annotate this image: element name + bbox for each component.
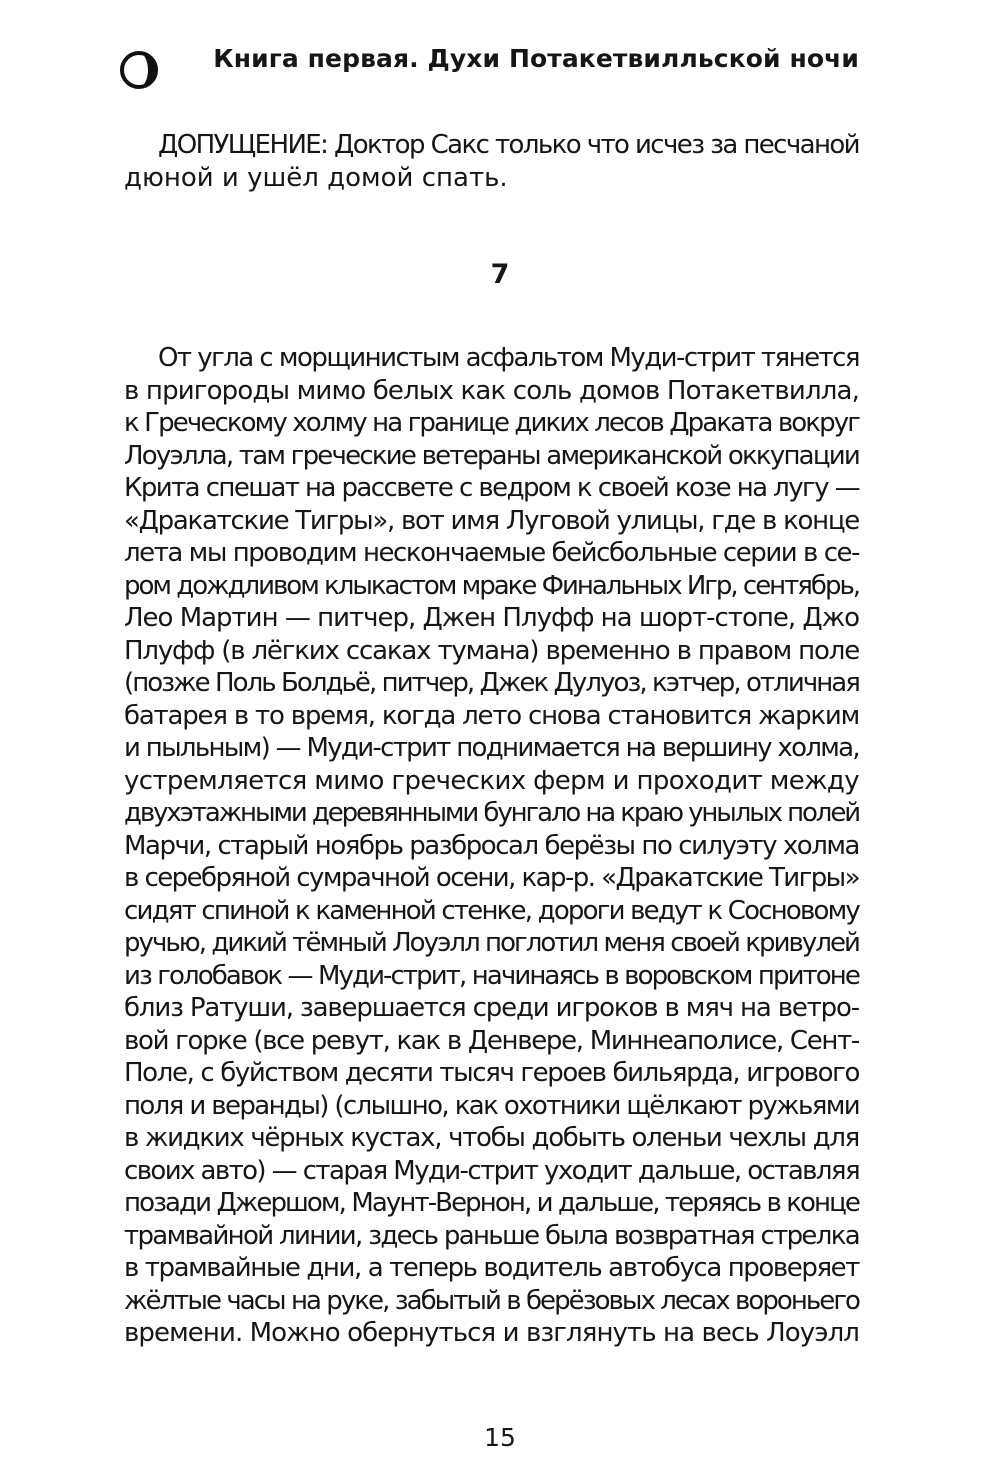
text-line: (позже Поль Болдьё, питчер, Джек Дулуоз, кэтчер, отличная <box>124 668 859 698</box>
text-line: в жидких чёрных кустах, чтобы добыть оленьи чехлы для <box>124 1123 859 1153</box>
running-head-title: Книга первая. Духи Потакетвилльской ночи <box>213 44 859 73</box>
text-line: Поле, с буйством десяти тысяч героев бильярда, игрового <box>124 1058 860 1088</box>
text-line: позади Джершом, Маунт-Вернон, и дальше, теряясь в конце <box>124 1188 859 1218</box>
text-line: батарея в то время, когда лето снова становится жарким <box>124 700 860 731</box>
text-line: близ Ратуши, завершается среди игроков в мяч на ветро- <box>124 993 859 1023</box>
text-line: поля и веранды) (слышно, как охотники щёлкают ружьями <box>124 1090 859 1121</box>
text-line: Лео Мартин — питчер, Джен Плуфф на шорт-стопе, Джо <box>124 603 860 633</box>
chapter-body-paragraph <box>124 342 859 1350</box>
text-line: в трамвайные дни, а теперь водитель автобуса проверяет <box>124 1253 859 1283</box>
text-line: времени. Можно обернуться и взглянуть на весь Лоуэлл <box>124 1318 860 1348</box>
text-line: вой горке (все ревут, как в Денвере, Миннеаполисе, Сент- <box>124 1025 860 1056</box>
text-line: в серебряной сумрачной осени, кар-р. «Дракатские Тигры» <box>124 863 859 893</box>
text-line: из голобавок — Муди-стрит, начинаясь в воровском притоне <box>124 960 859 991</box>
text-line: «Дракатские Тигры», вот имя Луговой улицы, где в конце <box>124 505 860 536</box>
text-line: ручью, дикий тёмный Лоуэлл поглотил меня своей кривулей <box>124 928 859 958</box>
text-line: Лоуэлла, там греческие ветераны американской оккупации <box>124 440 860 471</box>
text-line: двухэтажными деревянными бунгало на краю унылых полей <box>124 798 860 828</box>
text-line: Марчи, старый ноябрь разбросал берёзы по силуэту холма <box>124 830 859 861</box>
text-line: устремляется мимо греческих ферм и проходит между <box>124 765 859 796</box>
text-line: Крита спешат на рассвете с ведром к своей козе на лугу — <box>124 473 859 503</box>
text-line: ром дождливом клыкастом мраке Финальных Игр, сентябрь, <box>124 570 860 601</box>
text-line: От угла с морщинистым асфальтом Муди-стрит тянется <box>158 343 860 373</box>
text-line: к Греческому холму на границе диких лесов Драката вокруг <box>124 408 859 438</box>
text-line: трамвайной линии, здесь раньше была возвратная стрелка <box>124 1220 859 1251</box>
crescent-moon-icon <box>119 50 159 90</box>
chapter-number: 7 <box>490 259 510 290</box>
text-line: и пыльным) — Муди-стрит поднимается на вершину холма, <box>124 733 860 763</box>
text-line: Плуфф (в лёгких ссаках тумана) временно в правом поле <box>124 635 860 666</box>
text-line: дюной и ушёл домой спать. <box>124 162 508 193</box>
text-line: жёлтые часы на руке, забытый в берёзовых лесах вороньего <box>124 1285 860 1316</box>
text-line: лета мы проводим нескончаемые бейсбольные серии в се- <box>124 538 859 568</box>
page-number: 15 <box>484 1423 516 1452</box>
text-line: сидят спиной к каменной стенке, дороги ведут к Сосновому <box>124 895 859 926</box>
assumption-paragraph <box>124 129 859 194</box>
text-line: ДОПУЩЕНИЕ: Доктор Сакс только что исчез за песчаной <box>158 130 859 160</box>
text-line: своих авто) — старая Муди-стрит уходит дальше, оставляя <box>124 1155 860 1186</box>
text-line: в пригороды мимо белых как соль домов Потакетвилла, <box>124 375 860 406</box>
